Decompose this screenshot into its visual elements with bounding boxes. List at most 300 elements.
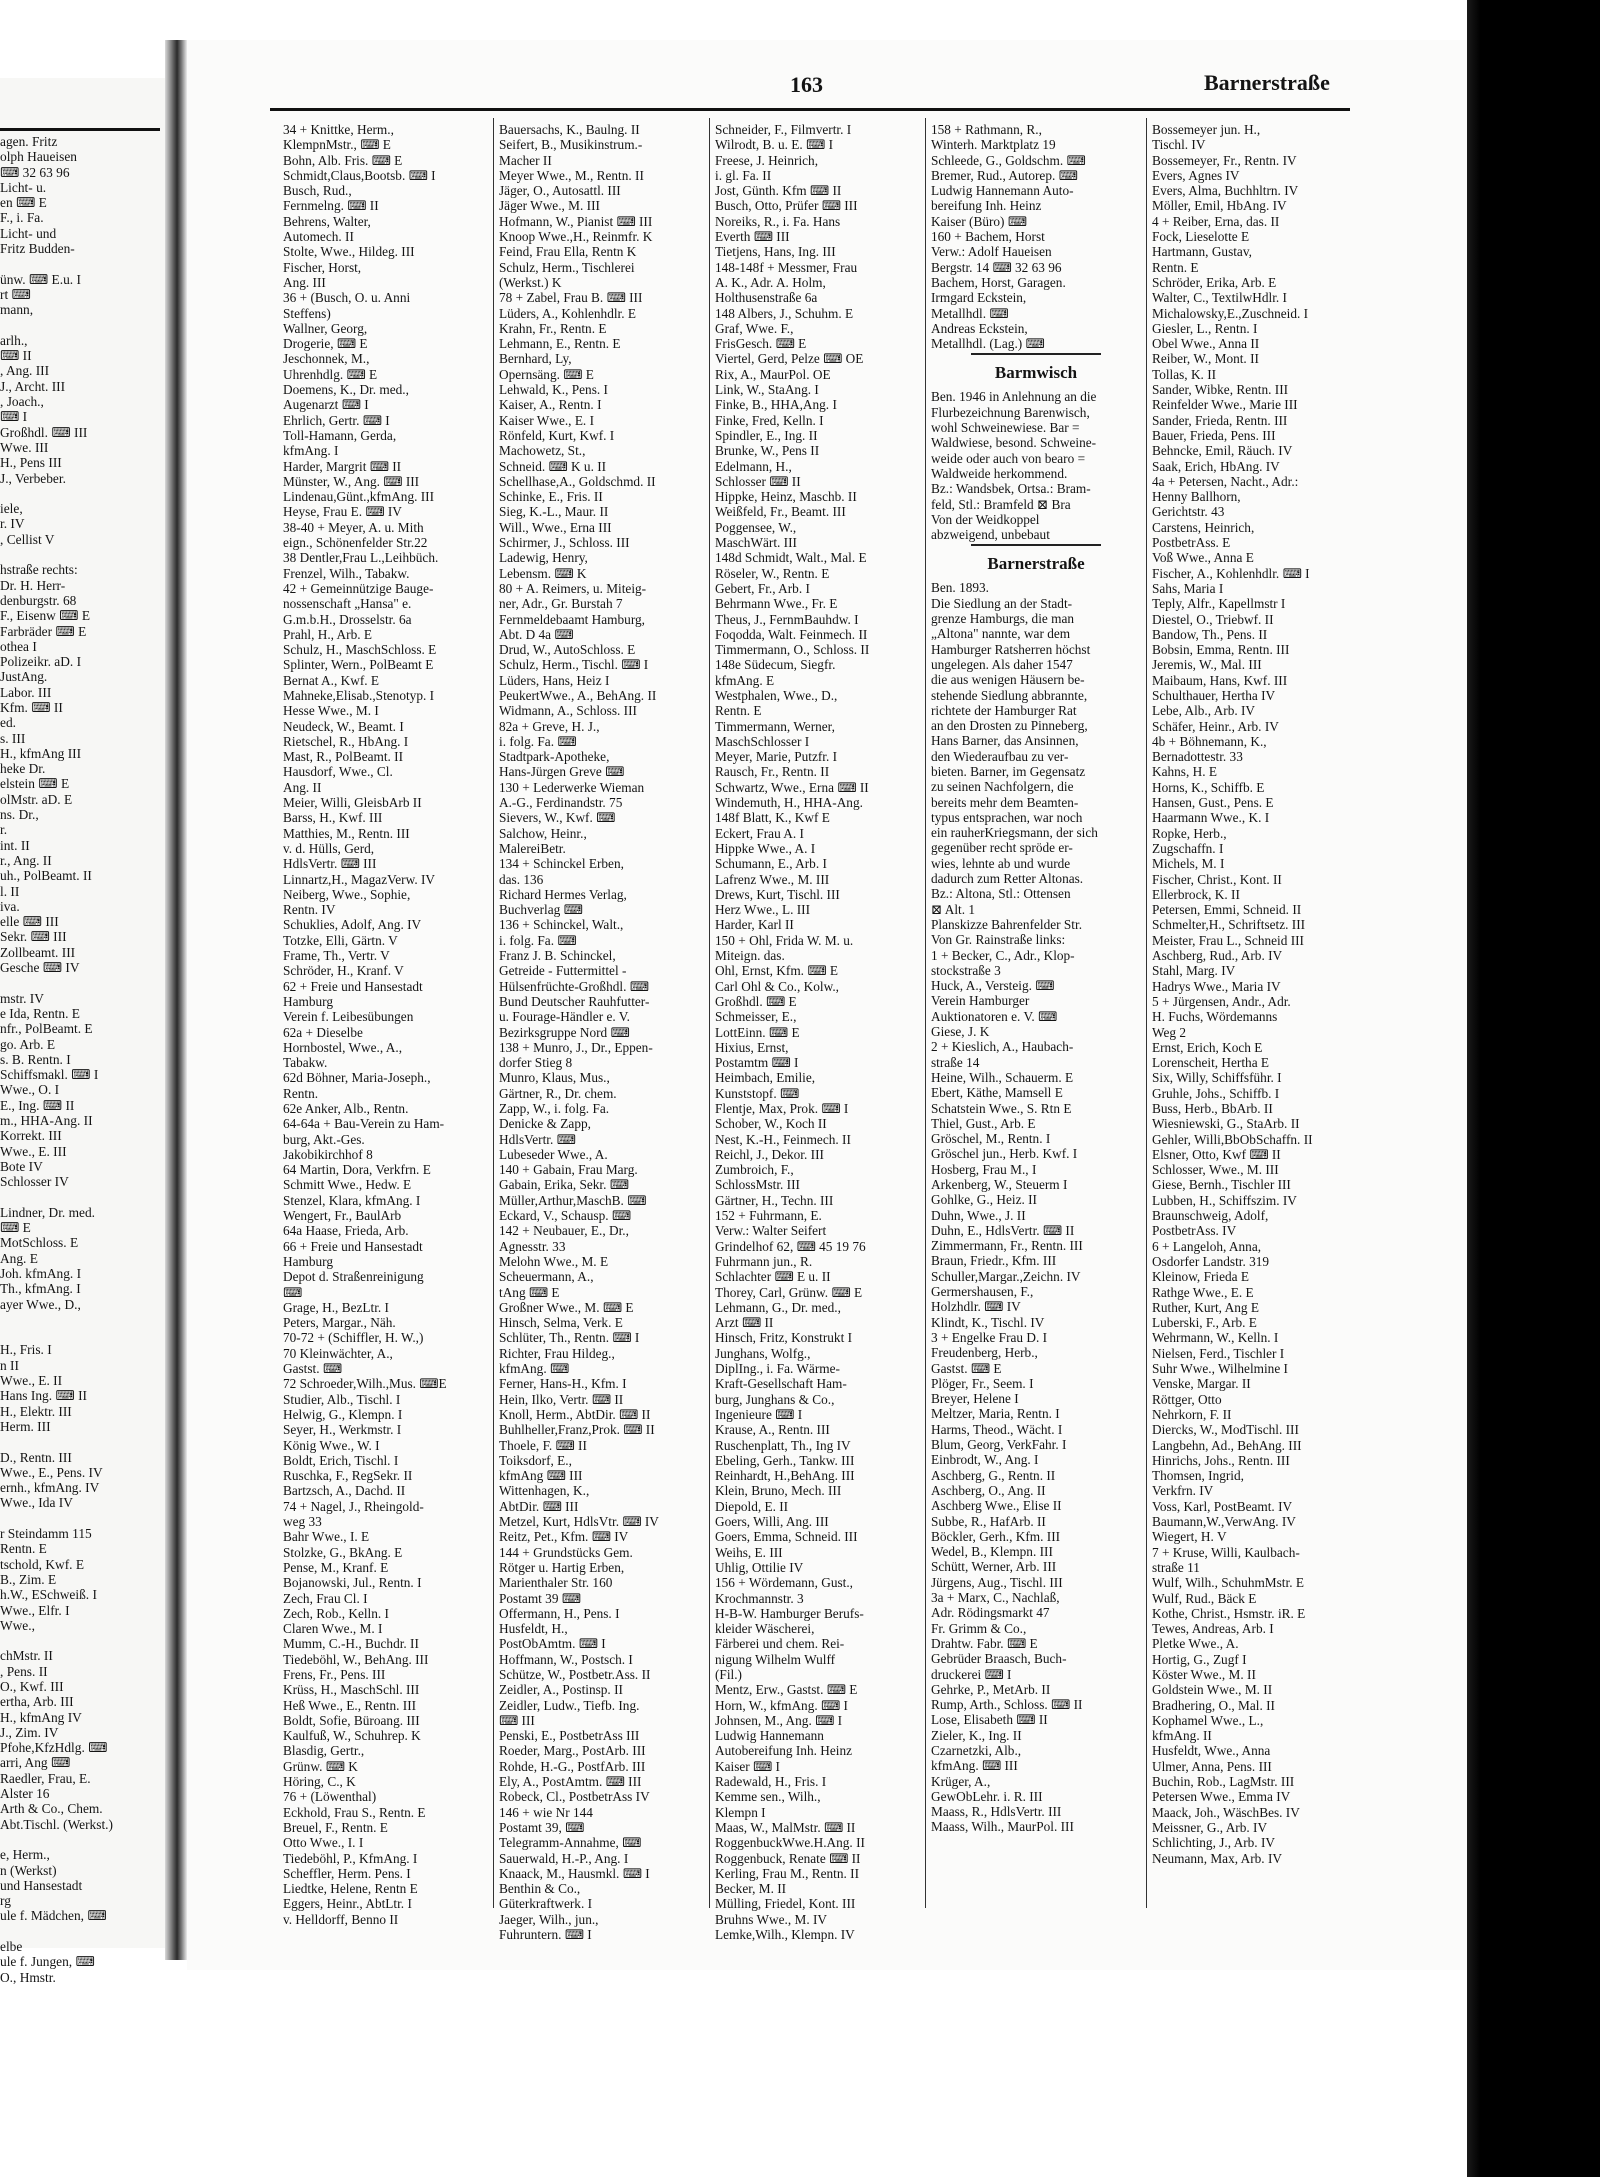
directory-entry: Evers, Alma, Buchhltrn. IV [1152,183,1299,199]
directory-entry: Widmann, A., Schloss. III [499,703,637,719]
directory-entry: Kunststopf. ⌨ [715,1085,800,1101]
directory-entry: richtete der Hamburger Rat [931,702,1077,718]
directory-entry: Fischer, Horst, [283,259,362,275]
directory-entry: Voss, Karl, PostBeamt. IV [1152,1498,1293,1514]
directory-entry: Michels, M. I [1152,856,1225,872]
directory-entry: „Altona" nannte, war dem [931,626,1071,642]
directory-entry: Petersen, Emmi, Schneid. II [1152,902,1302,918]
directory-line: chMstr. II [0,1648,53,1664]
directory-entry: Toll-Hamann, Gerda, [283,427,397,443]
directory-entry: Diepold, E. II [715,1498,789,1514]
directory-line: ⌨ 32 63 96 [0,164,70,180]
directory-entry: v. d. Hülls, Gerd, [283,840,375,856]
directory-entry: ein rauherKriegsmann, der sich [931,825,1098,841]
directory-entry: Harms, Theod., Wächt. I [931,1421,1063,1437]
directory-entry: Kaiser Wwe., E. I [499,412,595,428]
street-description: abzweigend, unbebaut [931,527,1050,543]
directory-entry: Duhn, E., HdlsVertr. ⌨ II [931,1222,1075,1238]
directory-entry: Totzke, Elli, Gärtn. V [283,932,398,948]
directory-entry: Stolzke, G., BkAng. E [283,1544,403,1560]
directory-entry: RoggenbuckWwe.H.Ang. II [715,1835,865,1851]
directory-entry: Maack, Joh., WäschBes. IV [1152,1804,1300,1820]
directory-line: iva. [0,898,20,914]
directory-entry: MaschWärt. III [715,535,797,551]
directory-entry: Edelmann, H., [715,458,792,474]
directory-entry: Schlosser, Wwe., M. III [1152,1162,1279,1178]
directory-entry: Marienthaler Str. 160 [499,1575,613,1591]
directory-entry: Maass, R., HdlsVertr. III [931,1804,1062,1820]
directory-entry: Bernadottestr. 33 [1152,749,1243,765]
directory-entry: Diestel, O., Triebwf. II [1152,611,1274,627]
directory-entry: 1 + Becker, C., Adr., Klop- [931,947,1075,963]
directory-entry: Roeder, Marg., PostArb. III [499,1743,646,1759]
directory-entry: FrisGesch. ⌨ E [715,336,807,352]
directory-entry: Gruhle, Johs., Schiffb. I [1152,1085,1280,1101]
directory-entry: Macher II [499,152,552,168]
directory-entry: Rentn. IV [283,902,336,918]
directory-line: mstr. IV [0,990,44,1006]
directory-line: H., Pens III [0,455,62,471]
directory-entry: druckerei ⌨ I [931,1666,1012,1682]
directory-line [0,1312,160,1327]
directory-entry: 64a Haase, Frieda, Arb. [283,1223,409,1239]
directory-entry: 5 + Jürgensen, Andr., Adr. [1152,993,1291,1009]
directory-entry: Zumbroich, F., [715,1162,794,1178]
column-divider [493,118,494,1908]
directory-entry: Jaeger, Wilh., jun., [499,1911,599,1927]
column-3 [715,122,920,1942]
directory-entry: MaschSchlosser I [715,733,810,749]
directory-entry: Elsner, Otto, Kwf ⌨ II [1152,1146,1281,1162]
directory-entry: bieten. Barner, im Gegensatz [931,763,1086,779]
directory-entry: Lüders, A., Kohlenhdlr. E [499,305,637,321]
directory-entry: Bossemeyer, Fr., Rentn. IV [1152,152,1297,168]
directory-entry: Müller,Arthur,MaschB. ⌨ [499,1192,647,1208]
directory-entry: 42 + Gemeinnützige Bauge- [283,580,434,596]
directory-entry: Schmelter,H., Schriftsetz. III [1152,917,1306,933]
directory-entry: Boldt, Sofie, Büroang. III [283,1712,420,1728]
directory-entry: Schröder, H., Kranf. V [283,963,404,979]
directory-entry: Bruhns Wwe., M. IV [715,1911,828,1927]
directory-entry: Richter, Frau Hildeg., [499,1345,615,1361]
directory-entry: Ruther, Kurt, Ang E [1152,1299,1259,1315]
directory-line: Herm. III [0,1418,51,1434]
directory-entry: Gröschel jun., Herb. Kwf. I [931,1146,1078,1162]
directory-entry: weg 33 [283,1514,322,1530]
directory-entry: Depot d. Straßenreinigung [283,1269,424,1285]
directory-entry: Lubben, H., Schiffszim. IV [1152,1192,1297,1208]
directory-line: ed. [0,715,16,731]
directory-entry: Heyse, Frau E. ⌨ IV [283,504,402,520]
directory-entry: Kophamel Wwe., L., [1152,1712,1264,1728]
directory-entry: Stenzel, Klara, kfmAng. I [283,1192,421,1208]
directory-entry: Pletke Wwe., A. [1152,1636,1239,1652]
directory-entry: Timmermann, O., Schloss. II [715,642,870,658]
directory-entry: Auktionatoren e. V. ⌨ [931,1008,1058,1024]
directory-entry: Telegramm-Annahme, ⌨ [499,1835,642,1851]
directory-entry: HdlsVertr. ⌨ III [283,856,377,872]
directory-entry: 4 + Reiber, Erna, das. II [1152,213,1280,229]
directory-entry: Maibaum, Hans, Kwf. III [1152,672,1288,688]
directory-entry: Rönfeld, Kurt, Kwf. I [499,427,615,443]
directory-line: Wwe. III [0,439,49,455]
directory-entry: Tollas, K. II [1152,366,1217,382]
directory-entry: Möller, Emil, HbAng. IV [1152,198,1287,214]
directory-entry: Wulf, Wilh., SchuhmMstr. E [1152,1575,1304,1591]
directory-entry: Grage, H., BezLtr. I [283,1299,389,1315]
directory-entry: Munro, Klaus, Mus., [499,1070,610,1086]
directory-line: , Pens. II [0,1663,48,1679]
directory-entry: gegenüber recht spröde er- [931,840,1073,856]
directory-line: Wwe., Ida IV [0,1495,73,1511]
directory-line: MotSchloss. E [0,1235,79,1251]
directory-entry: Wilrodt, B. u. E. ⌨ I [715,137,834,153]
directory-entry: i. gl. Fa. II [715,167,772,183]
directory-entry: Czarnetzki, Alb., [931,1742,1022,1758]
directory-entry: Maass, Wilh., MaurPol. III [931,1819,1074,1835]
directory-entry: Meissner, G., Arb. IV [1152,1819,1268,1835]
directory-entry: Köster Wwe., M. II [1152,1666,1256,1682]
directory-entry: Eckard, V., Schausp. ⌨ [499,1208,632,1224]
street-description: feld, Stl.: Bramfeld ⊠ Bra [931,496,1071,512]
directory-entry: 74 + Nagel, J., Rheingold- [283,1498,424,1514]
directory-entry: Schulz, Herm., Tischlerei [499,259,635,275]
directory-line: Dr. H. Herr- [0,577,66,593]
directory-entry: burg, Akt.-Ges. [283,1131,365,1147]
directory-line: ertha, Arb. III [0,1694,74,1710]
directory-entry: 7 + Kruse, Willi, Kaulbach- [1152,1544,1300,1560]
book-gutter [165,40,187,1960]
directory-entry: MalereiBetr. [499,840,566,856]
directory-entry: Mahneke,Elisab.,Stenotyp. I [283,687,435,703]
directory-entry: Ropke, Herb., [1152,825,1227,841]
directory-entry: Busch, Rud., [283,183,352,199]
directory-entry: Gerichtstr. 43 [1152,504,1225,520]
directory-entry: Klein, Bruno, Mech. III [715,1483,842,1499]
directory-entry: Buchverlag ⌨ [499,902,583,918]
directory-line: Korrekt. III [0,1128,62,1144]
column-divider [1146,118,1147,1908]
directory-line: agen. Fritz [0,134,58,149]
directory-entry: Richard Hermes Verlag, [499,886,627,902]
directory-line: iele, [0,501,23,517]
directory-entry: Bremer, Rud., Autorep. ⌨ [931,167,1078,183]
directory-entry: kfmAng. II [1152,1728,1212,1744]
directory-entry: Eggers, Heinr., AbtLtr. I [283,1896,412,1912]
directory-entry: Irmgard Eckstein, [931,290,1027,306]
directory-line [0,975,160,990]
directory-entry: Horn, W., kfmAng. ⌨ I [715,1697,848,1713]
directory-line: olMstr. aD. E [0,791,73,807]
directory-entry: Breuel, F., Rentn. E [283,1819,388,1835]
directory-entry: Schirmer, J., Schloss. III [499,535,630,551]
directory-entry: Rentn. [283,1085,319,1101]
directory-entry: stehende Siedlung abbrannte, [931,687,1088,703]
directory-entry: Claren Wwe., M. I [283,1621,383,1637]
directory-entry: Buss, Herb., BbArb. II [1152,1101,1273,1116]
directory-entry: u. Fourage-Händler e. V. [499,1009,630,1025]
directory-entry: Fr. Grimm & Co., [931,1620,1027,1636]
directory-entry: Horns, K., Schiffb. E [1152,779,1265,795]
directory-entry: Aschberg, O., Ang. II [931,1482,1046,1498]
directory-line: rg [0,1893,11,1909]
directory-entry: Linnartz,H., MagazVerw. IV [283,871,435,887]
directory-entry: 36 + (Busch, O. u. Anni [283,290,411,306]
directory-entry: Stadtpark-Apotheke, [499,749,610,765]
directory-entry: Reichl, J., Dekor. III [715,1146,824,1162]
directory-entry: 38 Dentler,Frau L.,Leihbüch. [283,550,439,566]
directory-entry: Goers, Emma, Schneid. III [715,1529,858,1545]
directory-entry: Rötger u. Hartig Erben, [499,1559,625,1575]
directory-entry: Schuklies, Adolf, Ang. IV [283,917,422,933]
directory-entry: Busch, Otto, Prüfer ⌨ III [715,198,858,214]
directory-entry: 3 + Engelke Frau D. I [931,1329,1048,1345]
directory-line: en ⌨ E [0,195,47,211]
directory-entry: Krahn, Fr., Rentn. E [499,320,607,336]
directory-entry: Luberski, F., Arb. E [1152,1315,1257,1331]
directory-line: Wwe., E. II [0,1373,63,1389]
directory-entry: 148d Schmidt, Walt., Mal. E [715,550,867,566]
directory-entry: Robeck, Cl., PostbetrAss IV [499,1789,650,1805]
directory-entry: Toiksdorf, E., [499,1452,572,1468]
directory-line: s. B. Rentn. I [0,1051,71,1067]
directory-entry: Hein, Ilko, Vertr. ⌨ II [499,1391,624,1407]
directory-entry: Wittenhagen, K., [499,1483,590,1499]
page-number: 163 [790,72,823,97]
directory-entry: i. folg. Fa. ⌨ [499,932,577,948]
directory-entry: Finke, Fred, Kelln. I [715,412,824,428]
directory-line: H., Elektr. III [0,1403,72,1419]
directory-entry: 140 + Gabain, Frau Marg. [499,1162,638,1178]
directory-entry: Hinsch, Fritz, Konstrukt I [715,1330,853,1346]
directory-entry: Theus, J., FernmBauhdw. I [715,611,859,627]
directory-entry: Bz.: Altona, Stl.: Ottensen [931,886,1071,902]
directory-line: l. II [0,883,20,899]
directory-line: uh., PolBeamt. II [0,868,92,884]
directory-entry: Hoffmann, W., Postsch. I [499,1651,633,1667]
directory-entry: Jürgens, Aug., Tischl. III [931,1574,1063,1590]
directory-entry: Weihs, E. III [715,1544,783,1560]
directory-entry: Blasdig, Gertr., [283,1743,365,1759]
directory-entry: Drogerie, ⌨ E [283,336,368,352]
directory-entry: Johnsen, M., Ang. ⌨ I [715,1712,843,1728]
directory-line: m., HHA-Ang. II [0,1113,93,1128]
directory-entry: Kothe, Christ., Hsmstr. iR. E [1152,1605,1306,1621]
directory-entry: Hornbostel, Wwe., A., [283,1039,403,1055]
directory-line: e, Herm., [0,1847,50,1863]
directory-entry: Duhn, Wwe., J. II [931,1207,1026,1223]
directory-entry: Metzel, Kurt, HdlsVtr. ⌨ IV [499,1514,659,1530]
directory-line: Licht- u. [0,179,47,195]
directory-entry: Breyer, Helene I [931,1391,1019,1407]
directory-entry: Nehrkorn, F. II [1152,1406,1232,1422]
directory-entry: Buhlheller,Franz,Prok. ⌨ II [499,1422,655,1438]
directory-entry: Arzt ⌨ II [715,1315,774,1331]
directory-entry: zu seinen Nachfolgern, die [931,779,1074,795]
directory-entry: 64-64a + Bau-Verein zu Ham- [283,1116,445,1132]
directory-line: Wwe., Elfr. I [0,1602,70,1618]
directory-line [0,1327,160,1342]
directory-entry: Husfeldt, Wwe., Anna [1152,1743,1271,1759]
directory-entry: Hamburger Ratsherren höchst [931,641,1091,657]
directory-entry: kfmAng. ⌨ [499,1361,570,1377]
directory-entry: Hippke Wwe., A. I [715,840,816,856]
directory-entry: Höring, C., K [283,1774,356,1790]
directory-entry: Thoele, F. ⌨ II [499,1437,587,1453]
directory-entry: Gastst. ⌨ E [931,1360,1002,1376]
directory-entry: 64 Martin, Dora, Verkfrn. E [283,1162,431,1178]
directory-entry: dadurch zum Retter Altonas. [931,871,1084,887]
directory-entry: Frens, Fr., Pens. III [283,1666,386,1682]
directory-entry: Weißfeld, Fr., Beamt. III [715,504,846,520]
directory-entry: 70 Kleinwächter, A., [283,1345,393,1361]
directory-entry: Schulthauer, Hertha IV [1152,687,1276,703]
directory-line: nfr., PolBeamt. E [0,1021,93,1037]
directory-entry: Meyer, Marie, Putzfr. I [715,749,838,765]
directory-entry: Six, Willy, Schiffsführ. I [1152,1070,1282,1086]
directory-entry: Kaiser, A., Rentn. I [499,397,602,413]
directory-line: ule f. Jungen, ⌨ [0,1954,95,1970]
directory-entry: Will., Wwe., Erna III [499,519,612,535]
directory-entry: grenze Hamburgs, die man [931,611,1075,627]
directory-entry: SchlossMstr. III [715,1177,800,1193]
directory-entry: Bartzsch, A., Dachd. II [283,1483,406,1499]
column-divider [709,118,710,1908]
directory-entry: Schlüter, Th., Rentn. ⌨ I [499,1330,640,1346]
directory-entry: Lubeseder Wwe., A. [499,1146,608,1162]
directory-entry: 2 + Kieslich, A., Haubach- [931,1039,1074,1055]
directory-entry: Flentje, Max, Prok. ⌨ I [715,1101,849,1116]
column-divider [925,118,926,1908]
directory-entry: Ehrlich, Gertr. ⌨ I [283,412,390,428]
directory-entry: Schuller,Margar.,Zeichn. IV [931,1268,1081,1284]
directory-entry: typus entsprachen, war noch [931,809,1083,825]
directory-entry: Hartmann, Gustav, [1152,244,1252,260]
directory-entry: Heß Wwe., E., Rentn. III [283,1697,417,1713]
directory-entry: straße 11 [1152,1559,1200,1575]
directory-entry: Meier, Willi, GleisbArb II [283,795,422,811]
directory-entry: 134 + Schinckel Erben, [499,856,624,872]
directory-entry: Gebrüder Braasch, Buch- [931,1651,1067,1667]
directory-entry: Wehrmann, W., Kelln. I [1152,1330,1279,1346]
directory-entry: Verw.: Walter Seifert [715,1223,827,1239]
directory-line: r. IV [0,516,25,532]
directory-line: Großhdl. ⌨ III [0,424,88,440]
directory-entry: Rathge Wwe., E. E [1152,1284,1254,1300]
directory-line: ayer Wwe., D., [0,1296,81,1312]
directory-entry: Scheuermann, A., [499,1269,594,1285]
directory-entry: Goldstein Wwe., M. II [1152,1682,1273,1698]
directory-entry: Lehmann, E., Rentn. E [499,336,621,352]
directory-entry: 4a + Petersen, Nacht., Adr.: [1152,473,1299,489]
directory-line: Arth & Co., Chem. [0,1801,103,1817]
directory-entry: Feind, Frau Ella, Rentn K [499,244,637,260]
directory-entry: Goers, Willi, Ang. III [715,1514,829,1530]
directory-entry: Tiedeböhl, W., BehAng. III [283,1651,429,1667]
directory-entry: 72 Schroeder,Wilh.,Mus. ⌨E [283,1376,447,1392]
directory-entry: Matthies, M., Rentn. III [283,825,410,841]
directory-entry: LottEinn. ⌨ E [715,1024,800,1040]
directory-entry: den Wiederaufbau zu ver- [931,748,1069,764]
directory-entry: Otto Wwe., I. I [283,1835,364,1851]
directory-line: Pfohe,KfzHdlg. ⌨ [0,1740,108,1756]
directory-entry: Neumann, Max, Arb. IV [1152,1850,1282,1866]
directory-entry: GewObLehr. i. R. III [931,1788,1043,1804]
directory-entry: Ohl, Ernst, Kfm. ⌨ E [715,963,838,979]
directory-entry: Bergstr. 14 ⌨ 32 63 96 [931,259,1062,275]
directory-line: JustAng. [0,669,48,685]
directory-line: Joh. kfmAng. I [0,1265,82,1281]
directory-entry: Hans Barner, das Ansinnen, [931,733,1079,749]
directory-line: e Ida, Rentn. E [0,1005,80,1021]
directory-entry: Wiegert, H. V [1152,1529,1227,1545]
directory-entry: Bradhering, O., Mal. II [1152,1697,1275,1713]
directory-entry: Hortig, G., Zugf I [1152,1651,1247,1667]
directory-entry: Sahs, Maria I [1152,580,1224,596]
directory-entry: Postamt 39, ⌨ [499,1819,585,1835]
directory-entry: Steffens) [283,305,331,321]
directory-entry: Planskizze Bahrenfelder Str. [931,916,1083,932]
directory-entry: burg, Junghans & Co., [715,1391,835,1407]
directory-entry: Wallner, Georg, [283,320,368,336]
directory-entry: Holthusenstraße 6a [715,290,818,306]
directory-entry: Metallhdl. (Lag.) ⌨ [931,336,1045,352]
directory-entry: Knoll, Herm., AbtDir. ⌨ II [499,1406,651,1422]
directory-entry: Münster, W., Ang. ⌨ III [283,473,420,489]
directory-entry: 62e Anker, Alb., Rentn. [283,1101,409,1116]
street-description: Waldwiese, besond. Schweine- [931,435,1097,451]
directory-entry: Ellerbrock, K. II [1152,886,1240,902]
directory-entry: Heimbach, Emilie, [715,1070,816,1086]
directory-entry: Kraft-Gesellschaft Ham- [715,1376,847,1392]
directory-entry: Drud, W., AutoSchloss. E [499,642,636,658]
directory-entry: Carl Ohl & Co., Kolw., [715,978,839,994]
directory-line: , Cellist V [0,531,55,547]
directory-entry: Metallhdl. ⌨ [931,305,1009,321]
directory-entry: Verein f. Leibesübungen [283,1009,414,1025]
directory-line: Zollbeamt. III [0,944,76,960]
directory-entry: H-B-W. Hamburger Berufs- [715,1605,864,1621]
directory-entry: Lindenau,Günt.,kfmAng. III [283,489,435,505]
street-description: weide oder auch von bearo = [931,450,1086,466]
directory-entry: Krüss, H., MaschSchl. III [283,1682,420,1698]
directory-entry: Barss, H., Kwf. III [283,810,383,826]
directory-entry: an den Drosten zu Pinneberg, [931,718,1088,734]
directory-entry: 66 + Freie und Hansestadt [283,1238,423,1254]
directory-entry: Hans-Jürgen Greve ⌨ [499,764,625,780]
directory-line: Schiffsmakl. ⌨ I [0,1067,99,1083]
directory-entry: Brunke, W., Pens II [715,443,820,459]
directory-entry: Kemme sen., Wilh., [715,1789,821,1805]
directory-line: arri, Ang ⌨ [0,1755,71,1771]
directory-line: B., Zim. E [0,1571,57,1587]
directory-entry: Lebensm. ⌨ K [499,565,587,581]
directory-line: Polizeikr. aD. I [0,654,82,670]
directory-entry: Jakobikirchhof 8 [283,1146,373,1162]
directory-entry: 156 + Wördemann, Gust., [715,1575,853,1591]
directory-entry: Drahtw. Fabr. ⌨ E [931,1635,1038,1651]
directory-entry: Haarmann Wwe., K. I [1152,810,1270,826]
directory-line: Sekr. ⌨ III [0,929,67,945]
directory-entry: Nest, K.-H., Feinmech. II [715,1131,851,1147]
directory-entry: Fernmelng. ⌨ II [283,198,379,214]
directory-line [0,1434,160,1449]
directory-entry: Blum, Georg, VerkFahr. I [931,1437,1067,1453]
directory-entry: Penski, E., PostbetrAss III [499,1728,640,1744]
directory-line: n (Werkst) [0,1862,57,1878]
directory-entry: 6 + Langeloh, Anna, [1152,1238,1262,1254]
directory-entry: Obel Wwe., Anna II [1152,336,1260,352]
